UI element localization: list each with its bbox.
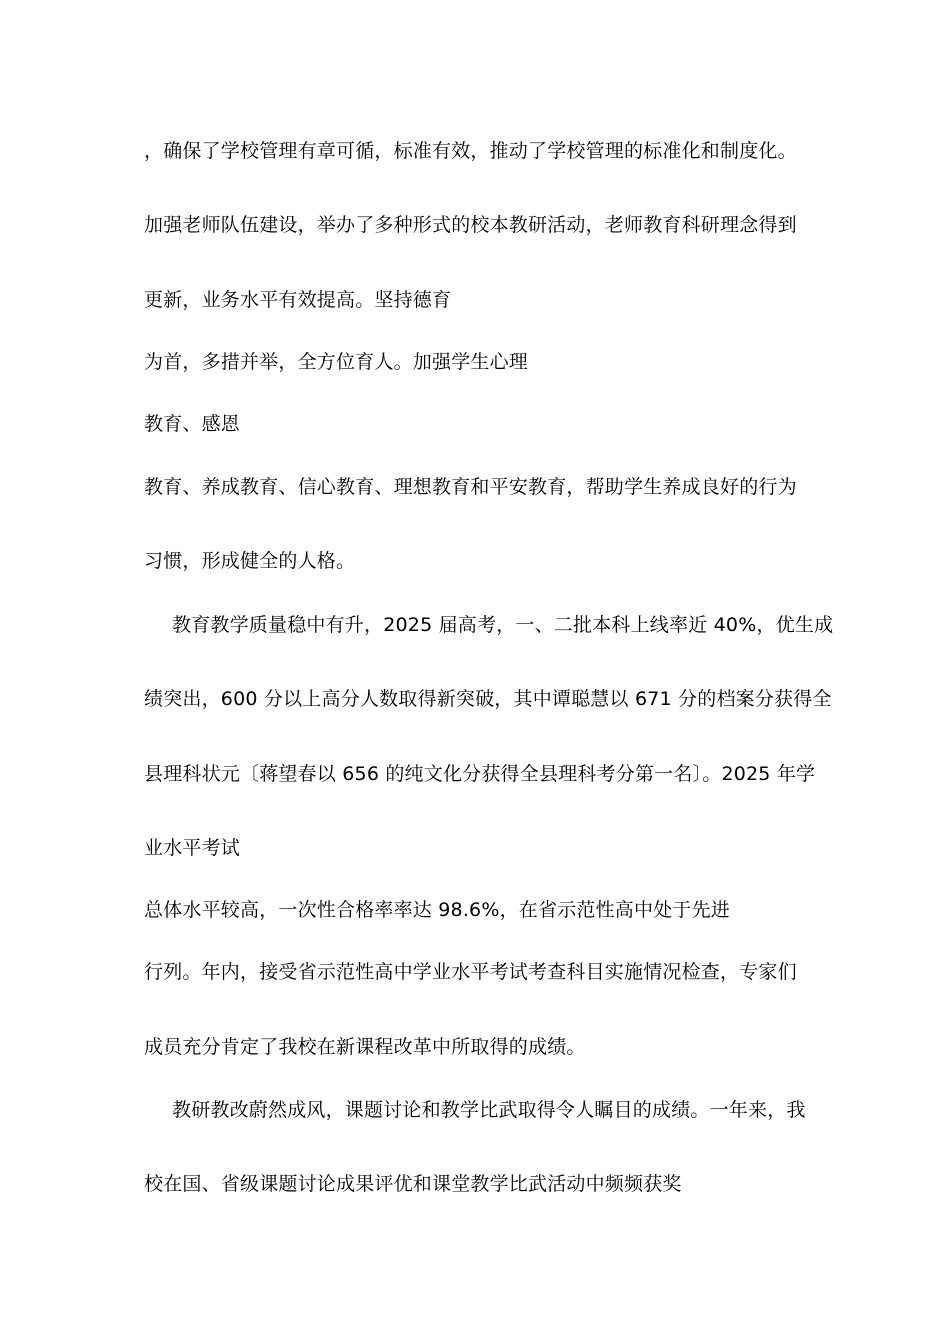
text-line: ，确保了学校管理有章可循，标准有效，推动了学校管理的标准化和制度化。	[144, 140, 797, 162]
text-line: 习惯，形成健全的人格。	[144, 550, 356, 572]
text-line: 业水平考试	[144, 837, 241, 859]
paragraph-first-line: 教研教改蔚然成风，课题讨论和教学比武取得令人瞩目的成绩。一年来，我	[172, 1099, 806, 1121]
text-line: 县理科状元〔蒋望春以 656 的纯文化分获得全县理科考分第一名〕。2025 年学	[144, 763, 816, 785]
text-line: 为首，多措并举，全方位育人。加强学生心理	[144, 351, 529, 373]
text-line: 总体水平较高，一次性合格率率达 98.6%，在省示范性高中处于先进	[144, 899, 730, 921]
paragraph-first-line: 教育教学质量稳中有升，2025 届高考，一、二批本科上线率近 40%，优生成	[172, 614, 834, 636]
text-line: 教育、感恩	[144, 413, 241, 435]
text-line: 绩突出，600 分以上高分人数取得新突破，其中谭聪慧以 671 分的档案分获得全	[144, 688, 832, 710]
text-line: 成员充分肯定了我校在新课程改革中所取得的成绩。	[144, 1036, 586, 1058]
text-line: 更新，业务水平有效提高。坚持德育	[144, 289, 452, 311]
text-line: 加强老师队伍建设，举办了多种形式的校本教研活动，老师教育科研理念得到	[144, 214, 797, 236]
text-line: 校在国、省级课题讨论成果评优和课堂教学比武活动中频频获奖	[144, 1173, 682, 1195]
text-line: 教育、养成教育、信心教育、理想教育和平安教育，帮助学生养成良好的行为	[144, 476, 797, 498]
text-line: 行列。年内，接受省示范性高中学业水平考试考查科目实施情况检查，专家们	[144, 961, 797, 983]
